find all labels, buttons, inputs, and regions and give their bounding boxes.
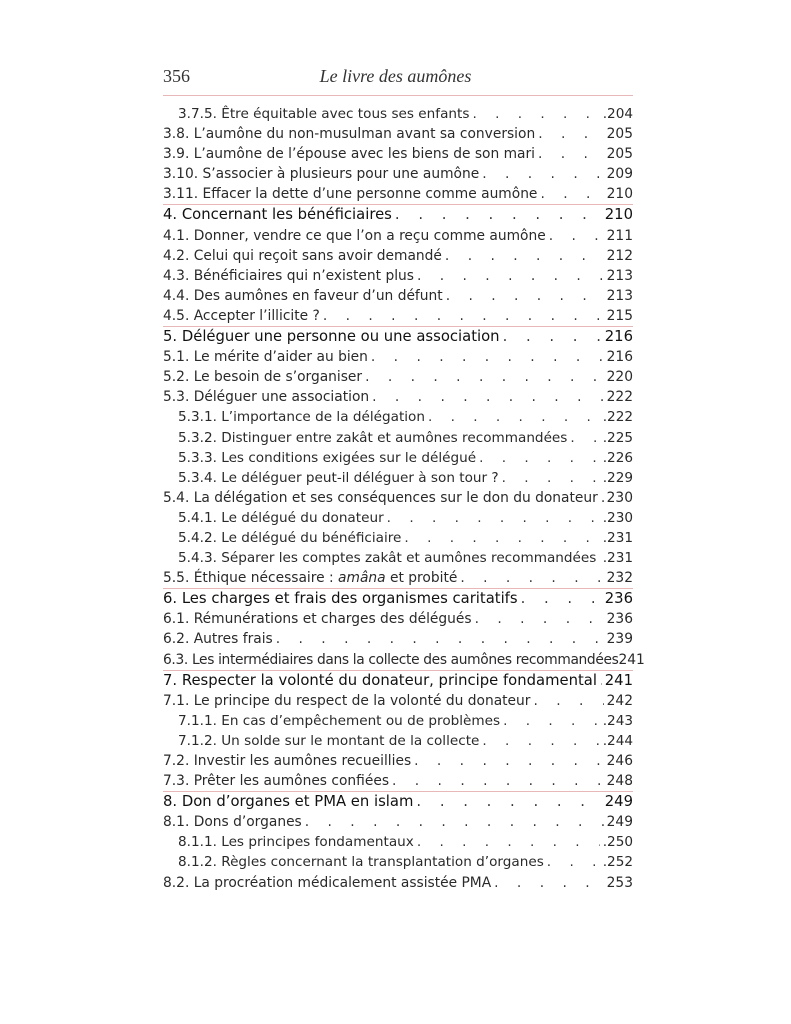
dot-leader	[472, 104, 599, 124]
toc-entry-page: 216	[606, 349, 633, 366]
toc-entry-page: .231	[602, 550, 633, 567]
toc-entry	[163, 286, 633, 306]
dot-leader	[503, 711, 600, 731]
dot-leader	[446, 286, 604, 306]
toc-entry	[163, 144, 633, 164]
toc-entry-title: 7.2. Investir les aumônes recueillies	[163, 753, 412, 769]
toc-entry-title: 4.2. Celui qui reçoit sans avoir demandé	[163, 247, 442, 264]
toc-entry-page: .250	[602, 834, 633, 851]
toc-entry-page: .225	[602, 429, 633, 446]
toc-entry-title: 4. Concernant les bénéficiaires	[163, 206, 392, 224]
table-of-contents	[163, 104, 645, 893]
dot-leader	[479, 448, 600, 468]
toc-entry	[163, 367, 633, 387]
dot-leader	[372, 387, 604, 407]
toc-entry	[163, 691, 633, 711]
toc-entry-page: 220	[606, 369, 633, 386]
dot-leader	[540, 184, 603, 204]
toc-entry	[163, 306, 633, 326]
toc-entry-title-part: et probité	[385, 570, 458, 587]
toc-entry-page: 213	[606, 267, 633, 284]
toc-entry-page: 239	[606, 631, 633, 648]
toc-entry	[163, 104, 633, 124]
toc-entry	[163, 832, 633, 852]
toc-entry-title: 7.3. Prêter les aumônes confiées	[163, 773, 390, 790]
toc-entry	[163, 629, 633, 649]
toc-entry	[163, 448, 633, 468]
dot-leader	[395, 205, 602, 225]
dot-leader	[417, 266, 604, 286]
toc-entry-title: 6. Les charges et frais des organismes caritatifs	[163, 590, 518, 608]
header-rule	[163, 95, 633, 96]
toc-entry-page: .222	[602, 409, 633, 426]
toc-entry	[163, 387, 633, 407]
toc-entry-page: 216	[604, 328, 633, 346]
toc-entry-title: 5.3.3. Les conditions exigées sur le délégué	[178, 449, 477, 466]
toc-entry	[163, 266, 633, 286]
toc-entry-page: .243	[602, 712, 633, 729]
toc-entry-title: 7.1. Le principe du respect de la volonté du donateur	[163, 692, 531, 709]
dot-leader	[547, 852, 600, 872]
dot-leader	[305, 812, 604, 832]
toc-entry-title: 5.4. La délégation et ses conséquences sur le don du donateur	[163, 489, 598, 506]
toc-entry-title: 5.4.2. Le délégué du bénéficiaire	[178, 529, 402, 546]
toc-entry-title: 7.1.1. En cas d’empêchement ou de problèmes	[178, 712, 501, 729]
toc-entry	[163, 204, 633, 225]
toc-entry	[163, 751, 633, 771]
dot-leader	[502, 468, 600, 488]
toc-entry-title: 4.3. Bénéficiaires qui n’existent plus	[163, 267, 414, 284]
toc-entry-title: 6.1. Rémunérations et charges des délégués	[163, 611, 472, 628]
toc-entry-page: 241	[604, 671, 633, 689]
toc-entry-page: 236	[604, 590, 633, 608]
dot-leader	[365, 367, 604, 387]
toc-entry-page: 205	[606, 146, 633, 163]
toc-entry-page: .252	[602, 854, 633, 871]
toc-entry	[163, 124, 633, 144]
toc-entry-title: 5.1. Le mérite d’aider au bien	[163, 349, 368, 366]
toc-entry	[163, 548, 633, 568]
toc-entry-page: 246	[606, 753, 633, 769]
toc-entry-title: 5.2. Le besoin de s’organiser	[163, 369, 363, 386]
dot-leader	[323, 306, 604, 326]
toc-entry-title: 3.9. L’aumône de l’épouse avec les biens de son mari	[163, 146, 535, 163]
toc-entry-page: 232	[606, 570, 633, 587]
toc-entry	[163, 791, 633, 812]
dot-leader	[416, 792, 601, 812]
toc-entry-page: 210	[604, 206, 633, 224]
toc-entry	[163, 246, 633, 266]
dot-leader	[570, 428, 599, 448]
toc-entry-title: 4.5. Accepter l’illicite ?	[163, 307, 320, 324]
dot-leader	[371, 347, 604, 367]
toc-entry-page: 236	[606, 611, 633, 628]
toc-entry	[163, 164, 633, 184]
dot-leader	[482, 164, 603, 184]
dot-leader	[276, 629, 604, 649]
toc-entry-page: 209	[606, 166, 633, 183]
dot-leader	[533, 691, 603, 711]
dot-leader	[445, 246, 604, 266]
toc-entry	[163, 407, 633, 427]
toc-entry-title: 5.3.2. Distinguer entre zakât et aumônes recommandées	[178, 429, 568, 446]
toc-entry	[163, 731, 633, 751]
toc-entry-title	[163, 568, 457, 588]
toc-entry	[163, 711, 633, 731]
toc-entry	[163, 428, 633, 448]
toc-entry-title: 5.3. Déléguer une association	[163, 389, 370, 406]
dot-leader	[428, 407, 600, 427]
toc-entry	[163, 347, 633, 367]
toc-entry-page: .204	[602, 106, 633, 122]
dot-leader	[521, 589, 602, 609]
toc-entry-title: 5.3.4. Le déléguer peut-il déléguer à son tour ?	[178, 469, 499, 486]
toc-entry-title: 5.4.3. Séparer les comptes zakât et aumônes recommandées	[178, 550, 597, 567]
toc-entry-title: 3.7.5. Être équitable avec tous ses enfants	[178, 106, 470, 122]
toc-entry-page: 213	[606, 287, 633, 304]
toc-entry-title: 7.1.2. Un solde sur le montant de la collecte	[178, 732, 480, 749]
toc-entry-title: 3.10. S’associer à plusieurs pour une aumône	[163, 166, 480, 183]
toc-entry	[163, 812, 633, 832]
dot-leader	[460, 568, 603, 588]
toc-entry-page: 249	[606, 814, 633, 831]
dot-leader	[538, 124, 603, 144]
toc-entry-page: 241	[618, 651, 645, 668]
dot-leader	[475, 609, 604, 629]
toc-entry-title: 8.2. La procréation médicalement assistée PMA	[163, 874, 492, 891]
dot-leader	[549, 226, 604, 246]
toc-entry	[163, 568, 633, 588]
toc-entry-title: 8.1. Dons d’organes	[163, 814, 302, 831]
toc-entry	[163, 852, 633, 872]
toc-entry-title: 8.1.1. Les principes fondamentaux	[178, 834, 414, 851]
toc-entry-page: 212	[606, 247, 633, 264]
toc-entry	[163, 670, 633, 691]
toc-entry-page: 253	[606, 874, 633, 891]
toc-entry	[163, 226, 633, 246]
toc-entry-page: 215	[606, 307, 633, 324]
toc-entry-title: 3.8. L’aumône du non-musulman avant sa conversion	[163, 126, 536, 143]
dot-leader	[482, 731, 599, 751]
dot-leader	[538, 144, 604, 164]
dot-leader	[494, 873, 604, 893]
toc-entry-title: 6.3. Les intermédiaires dans la collecte des aumônes recommandées	[163, 651, 619, 668]
dot-leader	[417, 832, 600, 852]
toc-entry-page: .230	[602, 509, 633, 526]
toc-entry-page: 222	[606, 389, 633, 406]
toc-entry-page: 210	[606, 186, 633, 203]
dot-leader	[414, 751, 604, 771]
toc-entry-title: 5. Déléguer une personne ou une association	[163, 328, 500, 346]
toc-entry-page: 230	[606, 489, 633, 506]
toc-entry-title: 4.4. Des aumônes en faveur d’un défunt	[163, 287, 443, 304]
toc-entry-title: 6.2. Autres frais	[163, 631, 273, 648]
toc-entry-page: 248	[606, 773, 633, 790]
toc-entry	[163, 508, 633, 528]
toc-entry	[163, 528, 633, 548]
toc-entry-title-emphasis: amâna	[338, 570, 386, 587]
toc-entry	[163, 588, 633, 609]
toc-entry	[163, 326, 633, 347]
dot-leader	[392, 771, 604, 791]
toc-entry-page: 242	[606, 692, 633, 709]
toc-entry	[163, 650, 645, 670]
toc-entry-page: 211	[606, 227, 633, 244]
dot-leader	[600, 671, 602, 691]
running-title: Le livre des aumônes	[319, 66, 472, 86]
toc-entry-title: 5.4.1. Le délégué du donateur	[178, 509, 384, 526]
toc-entry-page: .244	[602, 732, 633, 749]
dot-leader	[404, 528, 599, 548]
toc-entry	[163, 468, 633, 488]
toc-entry	[163, 488, 633, 508]
toc-entry	[163, 184, 633, 204]
dot-leader	[387, 508, 600, 528]
dot-leader	[503, 327, 602, 347]
toc-entry	[163, 771, 633, 791]
toc-entry-page: 249	[604, 793, 633, 811]
dot-leader	[601, 488, 604, 508]
toc-entry-page: .231	[602, 529, 633, 546]
toc-entry	[163, 609, 633, 629]
toc-entry-title: 3.11. Effacer la dette d’une personne comme aumône	[163, 186, 538, 203]
toc-entry	[163, 873, 633, 893]
toc-entry-page: .229	[602, 469, 633, 486]
toc-entry-title: 7. Respecter la volonté du donateur, principe fondamental	[163, 671, 597, 689]
toc-entry-title: 8. Don d’organes et PMA en islam	[163, 793, 414, 811]
toc-entry-title-part: 5.5. Éthique nécessaire :	[163, 570, 339, 587]
toc-entry-title: 4.1. Donner, vendre ce que l’on a reçu comme aumône	[163, 227, 546, 244]
toc-entry-page: 205	[606, 126, 633, 143]
toc-entry-title: 8.1.2. Règles concernant la transplantation d’organes	[178, 854, 544, 871]
toc-entry-title: 5.3.1. L’importance de la délégation	[178, 409, 425, 426]
toc-entry-page: .226	[602, 449, 633, 466]
page-number: 356	[163, 66, 190, 86]
